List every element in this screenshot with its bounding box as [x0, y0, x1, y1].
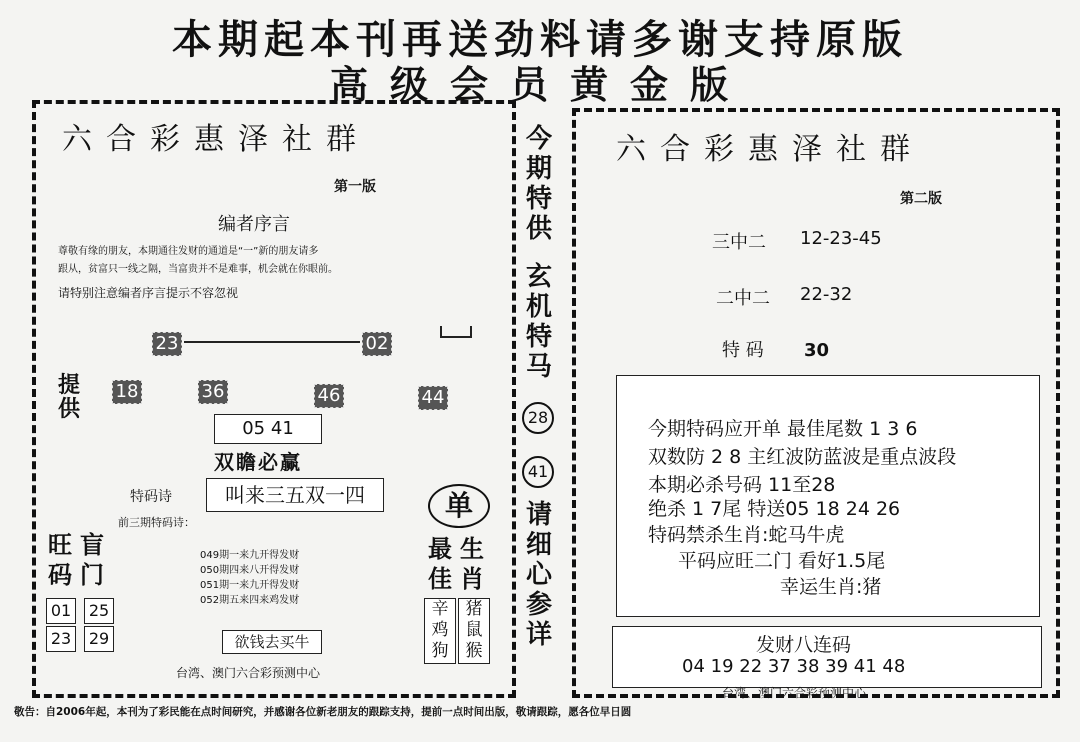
wang-num-1: 01: [46, 598, 76, 624]
info-line-5: 特码禁杀生肖:蛇马牛虎: [648, 524, 845, 546]
history-1: 049期一来九开得发财: [200, 550, 300, 561]
bottom-notice: 敬告：自2006年起，本刊为了彩民能在点时间研究，并感谢各位新老朋友的跟踪支持，提前一点时间出版，敬请跟踪，愿各位早日圆: [14, 706, 632, 718]
middle-circle-2: 41: [522, 456, 554, 488]
info-line-3: 本期必杀号码 11至28: [648, 474, 836, 496]
pair-num-1: 23: [152, 332, 182, 356]
history-4: 052期五来四来鸡发财: [200, 595, 300, 606]
prev-label: 前三期特码诗：: [118, 516, 195, 529]
right-title: 六合彩惠泽社群: [616, 132, 924, 167]
info-line-6: 平码应旺二门 看好1.5尾: [678, 550, 886, 572]
zodiac-set-box: 猪鼠猴: [458, 598, 490, 664]
best-zodiac-box: 辛鸡狗: [424, 598, 456, 664]
info-line-4: 绝杀 1 7尾 特送05 18 24 26: [648, 498, 901, 520]
slogan-box: 欲钱去买牛: [222, 630, 322, 654]
three-label: 三中二: [712, 232, 766, 253]
mang-num-2: 29: [84, 626, 114, 652]
info-line-2: 双数防 2 8 主红波防蓝波是重点波段: [648, 446, 957, 468]
middle-circle-1: 28: [522, 402, 554, 434]
middle-col-2: 玄机特马: [525, 262, 552, 382]
poem-label: 特码诗: [130, 489, 172, 505]
pick-pair: 05 41: [214, 414, 322, 444]
header-line-2: 高级会员黄金版: [329, 63, 750, 107]
lucky-nums: 04 19 22 37 38 39 41 48: [682, 656, 906, 677]
special-value: 30: [804, 340, 830, 361]
info-line-1: 今期特码应开单 最佳尾数 1 3 6: [648, 418, 918, 440]
middle-col-3: 请细心参详: [525, 500, 552, 650]
lucky-title: 发财八连码: [756, 634, 852, 656]
mang-num-1: 25: [84, 598, 114, 624]
poem-box: 叫来三五双一四: [206, 478, 384, 512]
middle-col-1: 今期特供: [525, 124, 552, 244]
pair-connector: [184, 341, 360, 343]
single-badge: 单: [428, 484, 490, 528]
pair-num-2: 02: [362, 332, 392, 356]
provide-label: 提供: [58, 373, 81, 422]
two-label: 二中二: [716, 288, 770, 309]
history-2: 050期四来八开得发财: [200, 565, 300, 576]
right-edition: 第二版: [900, 191, 942, 207]
right-footer: 台湾、澳门六合彩预测中心: [722, 686, 867, 700]
preface-line-2: 跟从，贫富只一线之隔，当富贵并不是难事，机会就在你眼前。: [58, 264, 338, 275]
provide-num-1: 18: [112, 380, 142, 404]
best-label: 最佳: [428, 535, 452, 593]
preface-line-1: 尊敬有缘的朋友，本期通往发财的通道是“一”新的朋友请多: [58, 246, 319, 257]
double-win: 双瞻必赢: [214, 450, 302, 474]
wang-num-2: 23: [46, 626, 76, 652]
provide-num-4: 44: [418, 386, 448, 410]
special-label: 特 码: [722, 340, 764, 361]
mang-label: 盲门: [80, 531, 104, 589]
three-value: 12-23-45: [800, 228, 882, 249]
provide-num-3: 46: [314, 384, 344, 408]
wang-label: 旺码: [48, 531, 72, 589]
header-line-1: 本期起本刊再送劲料请多谢支持原版: [172, 17, 908, 63]
left-title: 六合彩惠泽社群: [62, 122, 370, 157]
zodiac-label: 生肖: [460, 535, 484, 593]
bracket-mark: [440, 326, 472, 338]
preface-notice: 请特别注意编者序言提示不容忽视: [58, 286, 239, 300]
info-line-7: 幸运生肖:猪: [780, 576, 882, 598]
preface-title: 编者序言: [218, 214, 290, 235]
provide-num-2: 36: [198, 380, 228, 404]
left-edition: 第一版: [334, 179, 376, 195]
history-3: 051期一来九开得发财: [200, 580, 300, 591]
left-footer: 台湾、澳门六合彩预测中心: [176, 666, 321, 680]
two-value: 22-32: [800, 284, 853, 305]
